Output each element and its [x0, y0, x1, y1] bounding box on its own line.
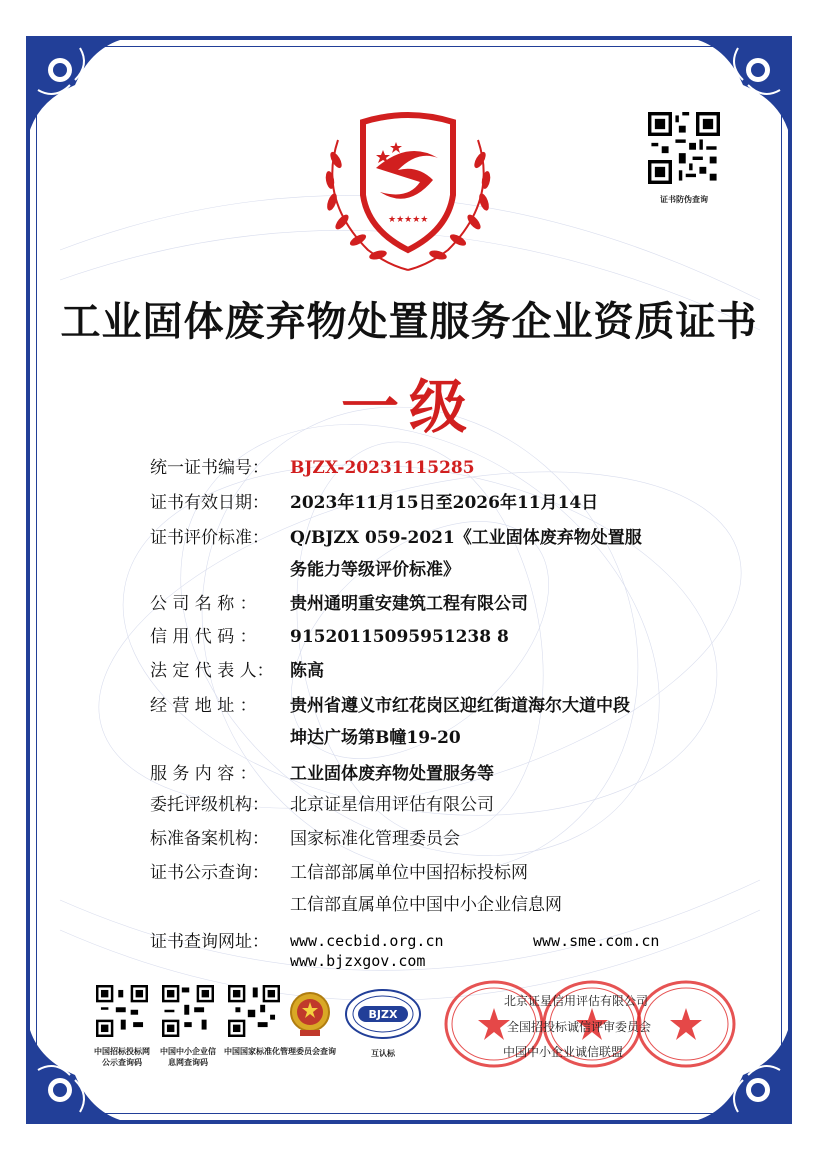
field-address [150, 690, 670, 754]
field-public-query [150, 857, 670, 921]
anti-counterfeit-qr-code-icon[interactable] [648, 112, 720, 184]
qr-caption-line1: 中国中小企业信 [160, 1047, 216, 1056]
field-credit-code [150, 621, 670, 653]
field-label: 证书公示查询： [150, 863, 269, 883]
corner-ornament-bottom-left-icon [30, 1030, 120, 1120]
field-label: 委托评级机构： [150, 795, 269, 815]
field-label: 经 营 地 址 ： [150, 696, 257, 716]
field-cert-no [150, 452, 670, 484]
field-value-line2: 务能力等级评价标准》 [290, 560, 460, 580]
qr-caption-line1: 中国国家标准化管理委员会查询 [224, 1047, 336, 1056]
field-company [150, 588, 670, 620]
shield-laurel-emblem-icon [308, 100, 508, 275]
query-url-bjzxgov-link[interactable]: www.bjzxgov.com [290, 952, 426, 970]
issuer-line-3: 中国中小企业诚信联盟 [503, 1045, 624, 1059]
qr-caption-line2: 息网查询码 [168, 1058, 208, 1067]
field-service [150, 758, 670, 790]
anti-counterfeit-qr-caption: 证书防伪查询 [660, 195, 708, 204]
field-label: 服 务 内 容 ： [150, 764, 257, 784]
field-standard [150, 522, 670, 586]
field-label: 标准备案机构： [150, 829, 269, 849]
query-url-sme-link[interactable]: www.sme.com.cn [533, 932, 660, 950]
field-value: 北京证星信用评估有限公司 [290, 795, 494, 815]
bjzx-mutual-recognition-logo-icon [344, 988, 422, 1042]
field-label: 证书评价标准： [150, 528, 269, 548]
svg-text:★★★★★: ★★★★★ [388, 215, 429, 225]
field-value: 91520115095951238 8 [290, 627, 509, 647]
sme-qr-caption [152, 1046, 224, 1068]
national-emblem-icon [288, 990, 332, 1038]
sme-qr-code-icon[interactable] [162, 985, 214, 1037]
field-label: 统一证书编号： [150, 458, 269, 478]
field-label: 法 定 代 表 人： [150, 661, 274, 681]
query-url-cecbid-link[interactable]: www.cecbid.org.cn [290, 932, 444, 950]
field-legal-rep [150, 655, 670, 687]
bjzx-logo-text: BJZX [368, 1008, 398, 1021]
certificate-grade: 一级 [340, 373, 477, 441]
qr-caption-line1: 中国招标投标网 [94, 1047, 150, 1056]
sac-qr-code-icon[interactable] [228, 985, 280, 1037]
field-value: 贵州通明重安建筑工程有限公司 [290, 594, 528, 614]
field-value-line2: 工信部直属单位中国中小企业信息网 [290, 895, 562, 915]
field-label: 证书有效日期： [150, 493, 269, 513]
field-label: 公 司 名 称 ： [150, 594, 257, 614]
issuer-line-1: 北京证星信用评估有限公司 [504, 994, 649, 1008]
field-value: 陈高 [290, 661, 324, 681]
field-value-line1: Q/BJZX 059-2021《工业固体废弃物处置服 [290, 528, 642, 548]
field-filing-org [150, 823, 670, 855]
cecbid-qr-code-icon[interactable] [96, 985, 148, 1037]
field-value: 国家标准化管理委员会 [290, 829, 460, 849]
bjzx-caption: 互认标 [371, 1049, 395, 1058]
field-value-line2: 坤达广场第B幢19-20 [290, 728, 461, 748]
cecbid-qr-caption [86, 1046, 158, 1068]
field-value: BJZX-20231115285 [290, 458, 475, 478]
sac-qr-caption [224, 1046, 344, 1057]
issuer-line-2: 全国招投标诚信评审委员会 [507, 1020, 652, 1034]
field-validity [150, 487, 670, 519]
field-value: 2023年11月15日至2026年11月14日 [290, 493, 599, 513]
certificate-title: 工业固体废弃物处置服务企业资质证书 [60, 298, 758, 345]
qr-caption-line2: 公示查询码 [102, 1058, 142, 1067]
field-label: 信 用 代 码 ： [150, 627, 257, 647]
corner-ornament-top-left-icon [30, 40, 120, 130]
field-rating-org [150, 789, 670, 821]
field-label: 证书查询网址： [150, 932, 269, 952]
field-value-line1: 工信部部属单位中国招标投标网 [290, 863, 528, 883]
field-value-line1: 贵州省遵义市红花岗区迎红街道海尔大道中段 [290, 696, 630, 716]
field-query-site [150, 926, 290, 958]
field-value: 工业固体废弃物处置服务等 [290, 764, 494, 784]
